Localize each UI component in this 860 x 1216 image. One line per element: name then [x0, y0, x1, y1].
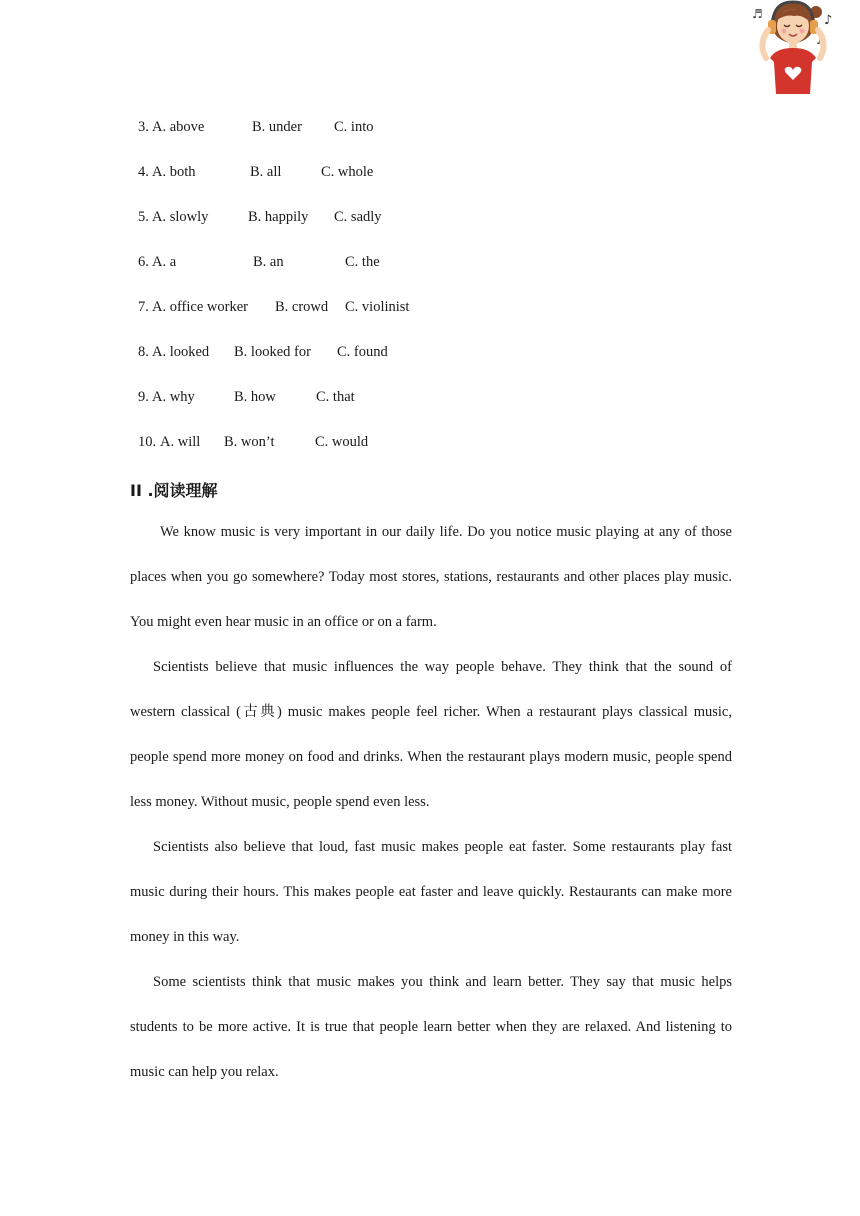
- option-b: B. won’t: [224, 434, 275, 450]
- option-a: A. above: [152, 119, 205, 135]
- svg-text:♪: ♪: [824, 13, 833, 28]
- passage-paragraph-2: Scientists believe that music influences the way people behave. They think that the sound of western classical (古典) music makes people feel richer. When a restaurant plays classical music, people spend more money on food and drinks. When the restaurant plays modern music, people spend less money. Without music, people spend even less.: [130, 659, 732, 810]
- option-a: A. both: [152, 164, 196, 180]
- option-a: A. office worker: [152, 299, 248, 315]
- option-a: A. will: [160, 434, 201, 450]
- option-b: B. an: [253, 254, 284, 270]
- option-c: C. that: [316, 389, 355, 405]
- option-c: C. whole: [321, 164, 374, 180]
- option-c: C. the: [345, 254, 380, 270]
- option-c: C. found: [337, 344, 388, 360]
- option-c: C. would: [315, 434, 369, 450]
- section-title: II .阅读理解: [130, 481, 218, 500]
- question-number: 3.: [138, 119, 149, 135]
- question-number: 9.: [138, 389, 149, 405]
- passage-paragraph-1: We know music is very important in our daily life. Do you notice music playing at any of those places when you go somewhere? Today most stores, stations, restaurants and other places play music. You might even hear music in an office or on a farm.: [130, 524, 732, 630]
- option-a: A. why: [152, 389, 195, 405]
- option-b: B. all: [250, 164, 282, 180]
- option-c: C. violinist: [345, 299, 410, 315]
- option-b: B. happily: [248, 209, 309, 225]
- svg-text:♬: ♬: [752, 7, 763, 21]
- option-b: B. how: [234, 389, 276, 405]
- girl-headphones-logo: [750, 0, 838, 96]
- option-b: B. crowd: [275, 299, 329, 315]
- question-number: 5.: [138, 209, 149, 225]
- option-c: C. into: [334, 119, 374, 135]
- question-number: 4.: [138, 164, 149, 180]
- question-number: 7.: [138, 299, 149, 315]
- question-number: 10.: [138, 434, 157, 450]
- passage-paragraph-3: Scientists also believe that loud, fast music makes people eat faster. Some restaurants play fast music during their hours. This makes people eat faster and leave quickly. Restaurants can make more money in this way.: [130, 839, 732, 945]
- option-b: B. looked for: [234, 344, 311, 360]
- passage-paragraph-4: Some scientists think that music makes you think and learn better. They say that music helps students to be more active. It is true that people learn better when they are relaxed. And listening to music can help you relax.: [130, 974, 732, 1080]
- option-a: A. slowly: [152, 209, 209, 225]
- option-b: B. under: [252, 119, 302, 135]
- question-number: 6.: [138, 254, 149, 270]
- option-c: C. sadly: [334, 209, 382, 225]
- svg-text:♬: ♬: [816, 34, 826, 47]
- question-number: 8.: [138, 344, 149, 360]
- option-a: A. a: [152, 254, 177, 270]
- option-a: A. looked: [152, 344, 210, 360]
